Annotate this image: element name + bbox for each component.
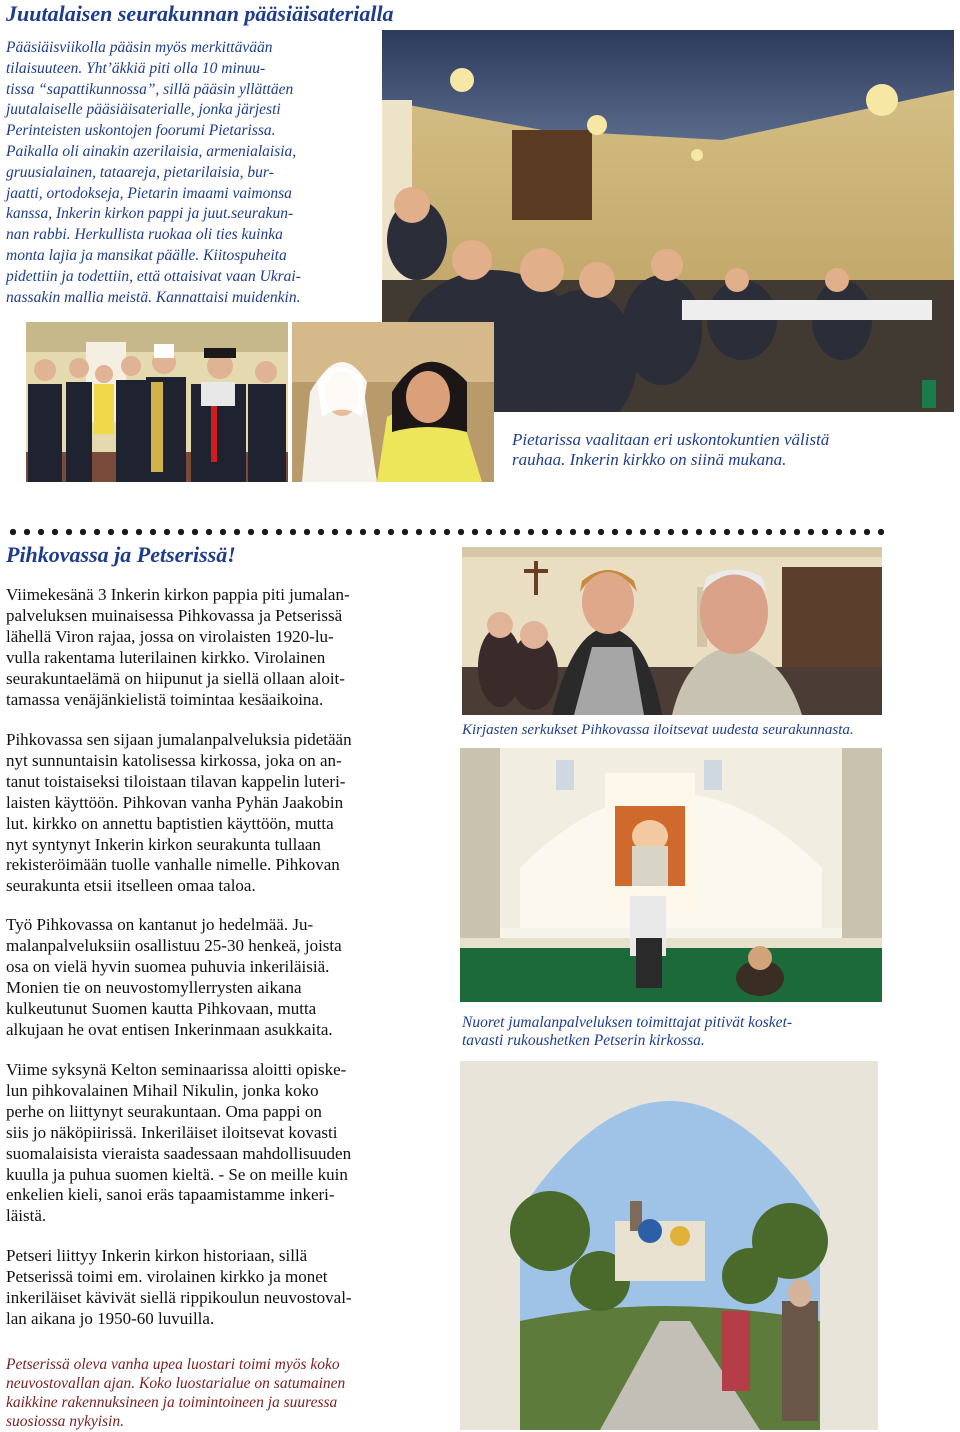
text-line: Viime syksynä Kelton seminaarissa aloitti opiske- [6, 1060, 347, 1079]
pskov-paragraph-4 [6, 1060, 446, 1227]
text-line: inkeriläiset kävivät siellä rippikoulun neuvostoval- [6, 1287, 352, 1307]
text-line: juutalaiselle pääsiäisaterialle, jonka järjesti [6, 101, 281, 119]
text-line: nassakin mallia meistä. Kannattaisi muidenkin. [6, 288, 301, 306]
text-line: pidettiin ja todettiin, että ottaisivat vaan Ukrai- [6, 267, 301, 285]
photo-church-altar [460, 748, 882, 1002]
text-line: laisten käyttöön. Pihkovan vanha Pyhän Jaakobin [6, 792, 344, 812]
text-line: rekisteröimään tuolle vanhalle nimelle. Pihkovan [6, 855, 340, 875]
text-line: Työ Pihkovassa on kantanut jo hedelmää. Ju- [6, 915, 314, 934]
text-line: vulla rakentama luterilainen kirkko. Virolainen [6, 647, 326, 667]
passover-paragraph [6, 38, 386, 308]
text-line: gruusialainen, tataareja, pietarilaisia, bur- [6, 163, 274, 181]
text-line: osa on vielä hyvin suomea puhuvia inkeriläisiä. [6, 956, 330, 976]
text-line: monta lajia ja mansikat päälle. Kiitospuheita [6, 246, 287, 264]
text-line: tissa “sapattikunnossa”, sillä pääsin yllättäen [6, 80, 294, 98]
article-title-pskov: Pihkovassa ja Petserissä! [6, 542, 236, 567]
text-line: nyt syntynyt Inkerin kirkon seurakunta tullaan [6, 834, 321, 854]
text-line: kulkeutunut Suomen kautta Pihkovaan, mutta [6, 998, 317, 1018]
caption-line: rauhaa. Inkerin kirkko on siinä mukana. [512, 450, 787, 469]
text-line: läistä. [6, 1206, 47, 1226]
caption-line: Nuoret jumalanpalveluksen toimittajat pitivät kosket- [462, 1014, 793, 1031]
caption-line: tavasti rukoushetken Petserin kirkossa. [462, 1032, 705, 1049]
text-line: Petserissä toimi em. virolainen kirkko ja monet [6, 1266, 328, 1286]
caption-line: kaikkine rakennuksineen ja toimintoineen ja suuressa [6, 1394, 338, 1411]
caption-petersburg [512, 430, 932, 470]
text-line: kanssa, Inkerin kirkon pappi ja juut.seurakun- [6, 205, 294, 223]
caption-line: suosiossa nykyisin. [6, 1413, 124, 1430]
text-line: siis jo näköpiirissä. Inkeriläiset iloitsevat kovasti [6, 1122, 338, 1142]
text-line: Pääsiäisviikolla pääsin myös merkittävään [6, 39, 273, 56]
photo-cousins [462, 547, 882, 715]
text-line: Monien tie on neuvostomyllerrysten aikana [6, 977, 302, 997]
photo-group-leaders [26, 322, 288, 482]
text-line: malanpalveluksiin osallistuu 25-30 henkeä, joista [6, 935, 342, 955]
photo-two-women [292, 322, 494, 482]
pskov-paragraph-1 [6, 585, 446, 710]
text-line: alkujaan he ovat entisen Inkerinmaan asukkaita. [6, 1019, 333, 1039]
pskov-paragraph-2 [6, 730, 446, 897]
text-line: seurakunta etsii itselleen omaa taloa. [6, 876, 256, 896]
text-line: tanut toistaiseksi tiloistaan tilavan kappelin luteri- [6, 771, 346, 791]
text-line: jaatti, ortodokseja, Pietarin imaami vaimonsa [6, 184, 292, 202]
text-line: Viimekesänä 3 Inkerin kirkon pappia piti jumalan- [6, 585, 350, 604]
pskov-paragraph-5 [6, 1246, 446, 1330]
text-line: nyt sunnuntaisin katolisessa kirkossa, joka on an- [6, 750, 342, 770]
text-line: Pihkovassa sen sijaan jumalanpalveluksia pidetään [6, 730, 352, 749]
text-line: tamassa venäjänkielistä toimintaa kesäaikoina. [6, 689, 324, 709]
text-line: lut. kirkko on annettu baptistien käyttöön, mutta [6, 813, 334, 833]
photo-monastery-arch [460, 1061, 878, 1430]
text-line: suomalaisista vieraista saadessaan mahdollisuuden [6, 1143, 352, 1163]
dotted-divider [6, 528, 888, 536]
caption-church [462, 1014, 932, 1050]
pskov-paragraph-3 [6, 915, 446, 1040]
caption-line: Pietarissa vaalitaan eri uskontokuntien välistä [512, 430, 830, 449]
article-title-passover: Juutalaisen seurakunnan pääsiäisaterialla [6, 1, 394, 26]
text-line: lähellä Viron rajaa, jossa on virolaisten 1920-lu- [6, 626, 334, 646]
closing-caption [6, 1355, 446, 1431]
text-line: nan rabbi. Herkullista ruokaa oli ties kuinka [6, 226, 283, 244]
text-line: lan aikana jo 1950-60 luvuilla. [6, 1308, 215, 1328]
text-line: perhe on liittynyt seurakuntaan. Oma pappi on [6, 1101, 322, 1121]
text-line: Paikalla oli ainakin azerilaisia, armenialaisia, [6, 142, 297, 160]
text-line: Petseri liittyy Inkerin kirkon historiaan, sillä [6, 1246, 308, 1265]
text-line: Perinteisten uskontojen foorumi Pietarissa. [6, 122, 276, 140]
text-line: enkelien kieli, sanoi eräs tapaamistamme inkeri- [6, 1185, 335, 1205]
text-line: tilaisuuteen. Yht’äkkiä piti olla 10 minuu- [6, 59, 266, 77]
text-line: kuulla ja puhua suomen kieltä. - Se on meille kuin [6, 1164, 348, 1184]
caption-line: neuvostovallan ajan. Koko luostarialue on satumainen [6, 1375, 346, 1392]
caption-cousins: Kirjasten serkukset Pihkovassa iloitsevat uudesta seurakunnasta. [462, 722, 854, 738]
text-line: seurakuntaelämä on hiipunut ja siellä ollaan aloit- [6, 668, 345, 688]
caption-line: Petserissä oleva vanha upea luostari toimi myös koko [6, 1356, 340, 1373]
text-line: palveluksen muinaisessa Pihkovassa ja Petserissä [6, 605, 343, 625]
text-line: lun pihkovalainen Mihail Nikulin, jonka koko [6, 1080, 319, 1100]
